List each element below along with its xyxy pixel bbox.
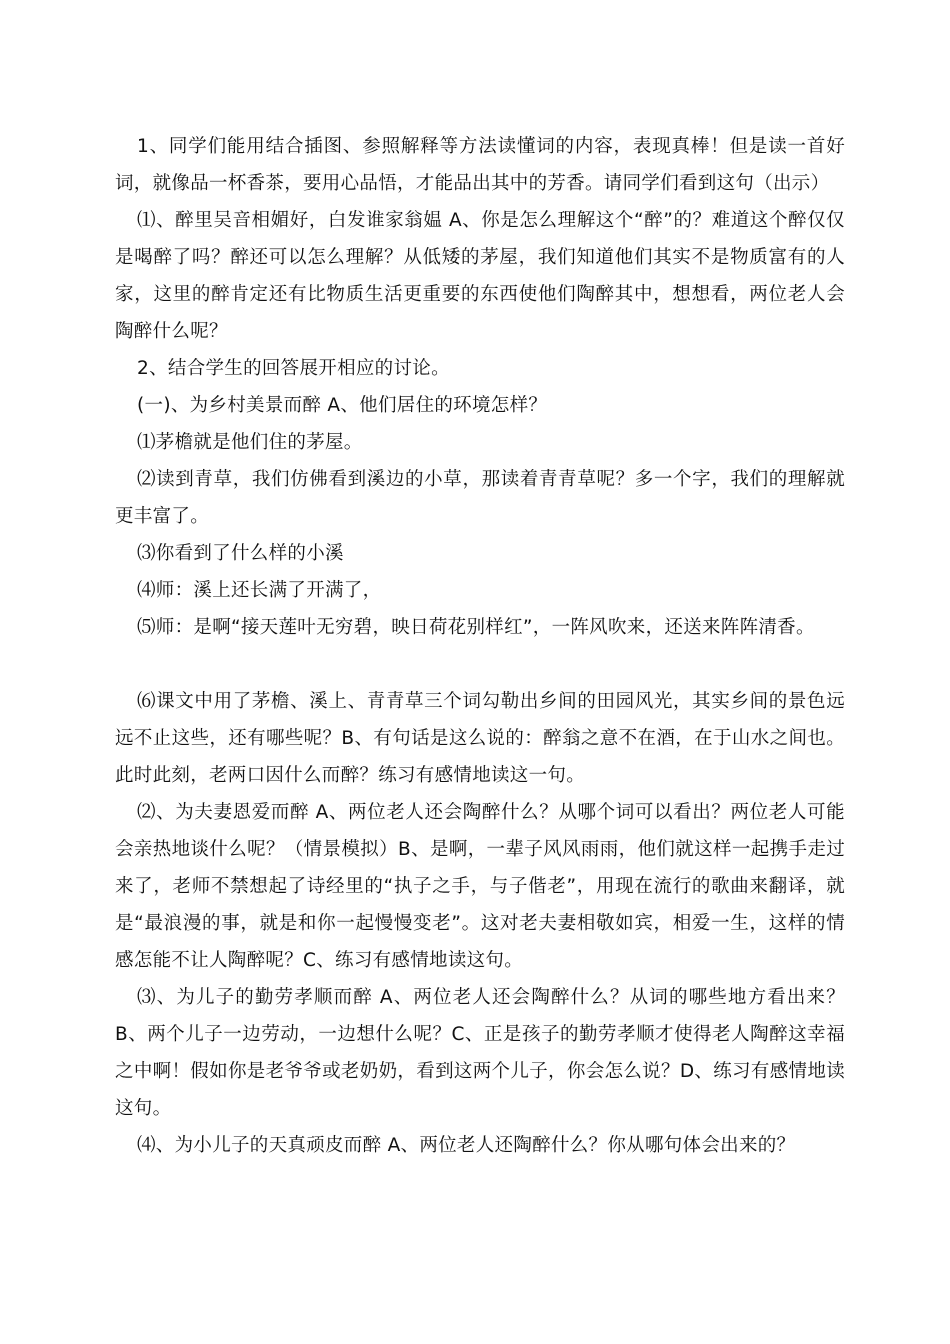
- paragraph-7: ⑶你看到了什么样的小溪: [137, 543, 344, 564]
- paragraph-4: (一)、为乡村美景而醉 A、他们居住的环境怎样？: [137, 395, 548, 416]
- paragraph-2: ⑴、醉里吴音相媚好，白发谁家翁媪 A、你是怎么理解这个“醉”的？难道这个醉仅仅是喝醉了吗？醉还可以怎么理解？从低矮的茅屋，我们知道他们其实不是物质富有的人家，这里的醉肯定还有比物质生活更重要的东西使他们陶醉其中，想想看，两位老人会陶醉什么呢？: [115, 210, 845, 342]
- document-body: [115, 128, 845, 1164]
- paragraph-13: ⑷、为小儿子的天真顽皮而醉 A、两位老人还陶醉什么？你从哪句体会出来的？: [137, 1135, 796, 1156]
- paragraph-10: ⑹课文中用了茅檐、溪上、青青草三个词勾勒出乡间的田园风光，其实乡间的景色远远不止这些，还有哪些呢？B、有句话是这么说的：醉翁之意不在酒，在于山水之间也。此时此刻，老两口因什么而醉？练习有感情地读这一句。: [115, 691, 845, 786]
- paragraph-5: ⑴茅檐就是他们住的茅屋。: [137, 432, 363, 453]
- paragraph-12: ⑶、为儿子的勤劳孝顺而醉 A、两位老人还会陶醉什么？从词的哪些地方看出来？B、两个儿子一边劳动，一边想什么呢？C、正是孩子的勤劳孝顺才使得老人陶醉这幸福之中啊！假如你是老爷爷或老奶奶，看到这两个儿子，你会怎么说？D、练习有感情地读这句。: [115, 987, 845, 1119]
- paragraph-9: ⑸师：是啊“接天莲叶无穷碧，映日荷花别样红”，一阵风吹来，还送来阵阵清香。: [137, 617, 815, 638]
- paragraph-1: 1、同学们能用结合插图、参照解释等方法读懂词的内容，表现真棒！但是读一首好词，就像品一杯香茶，要用心品悟，才能品出其中的芳香。请同学们看到这句（出示）: [115, 136, 845, 194]
- paragraph-11: ⑵、为夫妻恩爱而醉 A、两位老人还会陶醉什么？从哪个词可以看出？两位老人可能会亲热地谈什么呢？（情景模拟）B、是啊，一辈子风风雨雨，他们就这样一起携手走过来了，老师不禁想起了诗经里的“执子之手，与子偕老”，用现在流行的歌曲来翻译，就是“最浪漫的事，就是和你一起慢慢变老”。这对老夫妻相敬如宾，相爱一生，这样的情感怎能不让人陶醉呢？C、练习有感情地读这句。: [115, 802, 845, 971]
- paragraph-3: 2、结合学生的回答展开相应的讨论。: [137, 358, 450, 379]
- paragraph-6: ⑵读到青草，我们仿佛看到溪边的小草，那读着青青草呢？多一个字，我们的理解就更丰富了。: [115, 469, 845, 527]
- paragraph-8: ⑷师：溪上还长满了开满了，: [137, 580, 382, 601]
- paragraph-gap: [115, 646, 845, 683]
